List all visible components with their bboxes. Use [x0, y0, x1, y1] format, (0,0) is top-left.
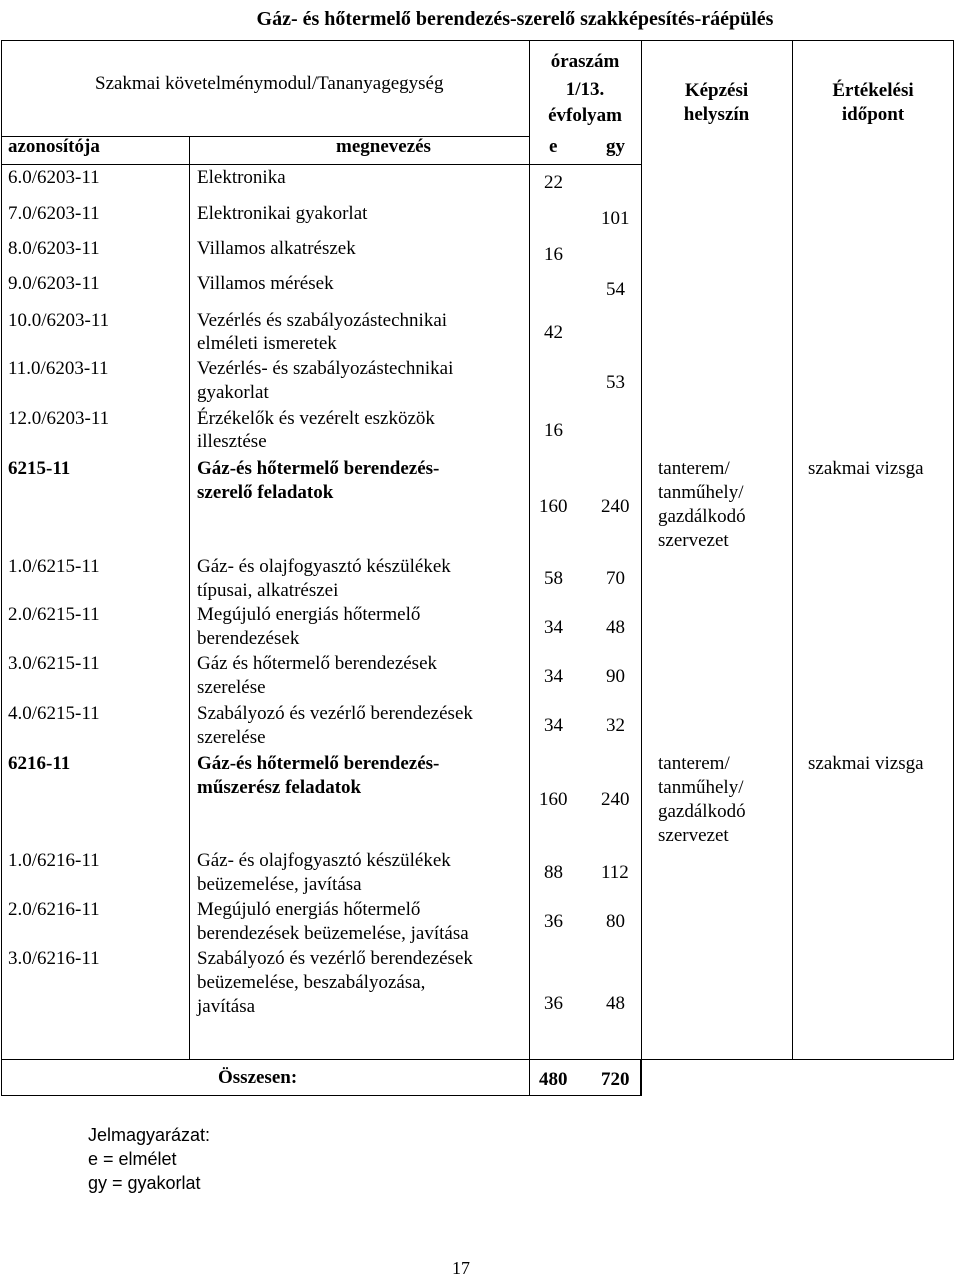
training-location: tanterem/	[658, 753, 730, 774]
hours-gy: 32	[606, 715, 625, 736]
curriculum-table	[1, 40, 954, 1060]
hours-gy: 240	[601, 789, 630, 810]
module-name: Megújuló energiás hőtermelő	[197, 899, 421, 920]
module-id: 10.0/6203-11	[8, 310, 110, 331]
training-location: gazdálkodó	[658, 506, 746, 527]
module-name: Gáz és hőtermelő berendezések	[197, 653, 438, 674]
hours-gy: 54	[606, 279, 625, 300]
module-name: Villamos mérések	[197, 273, 334, 294]
module-name: Elektronikai gyakorlat	[197, 203, 368, 224]
evfolyam-header: évfolyam	[548, 105, 622, 126]
module-name: Szabályozó és vezérlő berendezések	[197, 948, 473, 969]
module-id: 12.0/6203-11	[8, 408, 110, 429]
legend-e: e = elmélet	[88, 1149, 177, 1169]
hours-gy: 112	[601, 862, 629, 883]
training-location: szervezet	[658, 530, 729, 551]
page-number: 17	[452, 1258, 470, 1278]
hours-e: 16	[544, 244, 563, 265]
module-name: szerelése	[197, 677, 266, 698]
hours-gy: 48	[606, 617, 625, 638]
module-id: 2.0/6215-11	[8, 604, 100, 625]
module-name: Megújuló energiás hőtermelő	[197, 604, 421, 625]
total-gy: 720	[601, 1069, 630, 1090]
evfolyam-header: 1/13.	[565, 79, 605, 100]
module-id: 9.0/6203-11	[8, 273, 100, 294]
azonositoja-header: azonosítója	[8, 136, 100, 157]
module-name: műszerész feladatok	[197, 777, 362, 798]
ertekelesi-header: időpont	[841, 104, 905, 125]
hours-e: 42	[544, 322, 563, 343]
module-id: 7.0/6203-11	[8, 203, 100, 224]
module-id: 1.0/6216-11	[8, 850, 100, 871]
legend-gy: gy = gyakorlat	[88, 1173, 201, 1193]
module-name: Elektronika	[197, 167, 286, 188]
module-name: szerelése	[197, 727, 266, 748]
hours-gy: 90	[606, 666, 625, 687]
evaluation-time: szakmai vizsga	[808, 458, 924, 479]
module-header: Szakmai követelménymodul/Tananyagegység	[95, 73, 444, 94]
document-title: Gáz- és hőtermelő berendezés-szerelő szakképesítés-ráépülés	[256, 8, 774, 30]
legend	[88, 1123, 210, 1195]
module-name: javítása	[197, 996, 256, 1017]
training-location: tanműhely/	[658, 777, 744, 798]
module-name: típusai, alkatrészei	[197, 580, 339, 601]
total-e: 480	[539, 1069, 568, 1090]
module-name: elméleti ismeretek	[197, 333, 337, 354]
module-name: Gáz-és hőtermelő berendezés-	[197, 458, 440, 479]
hours-gy: 53	[606, 372, 625, 393]
hours-e: 88	[544, 862, 563, 883]
column-divider	[641, 40, 642, 1096]
column-divider	[529, 40, 530, 1096]
module-id: 3.0/6216-11	[8, 948, 100, 969]
hours-gy: 240	[601, 496, 630, 517]
module-name: Gáz-és hőtermelő berendezés-	[197, 753, 440, 774]
evaluation-time: szakmai vizsga	[808, 753, 924, 774]
e-header: e	[549, 136, 558, 157]
hours-gy: 48	[606, 993, 625, 1014]
module-id: 3.0/6215-11	[8, 653, 100, 674]
module-id: 6.0/6203-11	[8, 167, 100, 188]
column-divider	[792, 40, 793, 1060]
hours-e: 34	[544, 666, 563, 687]
module-id: 11.0/6203-11	[8, 358, 109, 379]
hours-e: 160	[539, 496, 568, 517]
module-name: Gáz- és olajfogyasztó készülékek	[197, 850, 451, 871]
hours-gy: 101	[601, 208, 630, 229]
gy-header: gy	[606, 136, 625, 157]
module-id: 6216-11	[8, 753, 71, 774]
kepzesi-header: Képzési	[684, 80, 749, 101]
module-name: illesztése	[197, 431, 267, 452]
hours-e: 160	[539, 789, 568, 810]
total-label: Összesen:	[218, 1067, 298, 1088]
module-name: szerelő feladatok	[197, 482, 334, 503]
legend-title: Jelmagyarázat:	[88, 1125, 211, 1145]
training-location: tanterem/	[658, 458, 730, 479]
training-location: gazdálkodó	[658, 801, 746, 822]
module-name: Gáz- és olajfogyasztó készülékek	[197, 556, 451, 577]
hours-e: 34	[544, 715, 563, 736]
training-location: tanműhely/	[658, 482, 744, 503]
hours-e: 58	[544, 568, 563, 589]
hours-gy: 80	[606, 911, 625, 932]
hours-e: 36	[544, 911, 563, 932]
module-id: 2.0/6216-11	[8, 899, 100, 920]
module-name: Szabályozó és vezérlő berendezések	[197, 703, 473, 724]
hours-gy: 70	[606, 568, 625, 589]
module-id: 6215-11	[8, 458, 71, 479]
ertekelesi-header: Értékelési	[832, 80, 914, 101]
module-id: 8.0/6203-11	[8, 238, 100, 259]
module-name: beüzemelése, beszabályozása,	[197, 972, 426, 993]
hours-e: 22	[544, 172, 563, 193]
hours-e: 16	[544, 420, 563, 441]
module-name: gyakorlat	[197, 382, 269, 403]
column-divider	[189, 136, 190, 1060]
module-name: beüzemelése, javítása	[197, 874, 362, 895]
module-name: Érzékelők és vezérelt eszközök	[197, 408, 435, 429]
header-divider	[1, 164, 641, 165]
hours-e: 34	[544, 617, 563, 638]
training-location: szervezet	[658, 825, 729, 846]
module-id: 1.0/6215-11	[8, 556, 100, 577]
module-id: 4.0/6215-11	[8, 703, 100, 724]
module-name: berendezések	[197, 628, 300, 649]
module-name: Vezérlés és szabályozástechnikai	[197, 310, 448, 331]
hours-e: 36	[544, 993, 563, 1014]
kepzesi-header: helyszín	[683, 104, 750, 125]
module-name: Vezérlés- és szabályozástechnikai	[197, 358, 454, 379]
module-name: Villamos alkatrészek	[197, 238, 356, 259]
oraszam-header: óraszám	[550, 51, 620, 72]
megnevezes-header: megnevezés	[336, 136, 431, 157]
module-name: berendezések beüzemelése, javítása	[197, 923, 469, 944]
